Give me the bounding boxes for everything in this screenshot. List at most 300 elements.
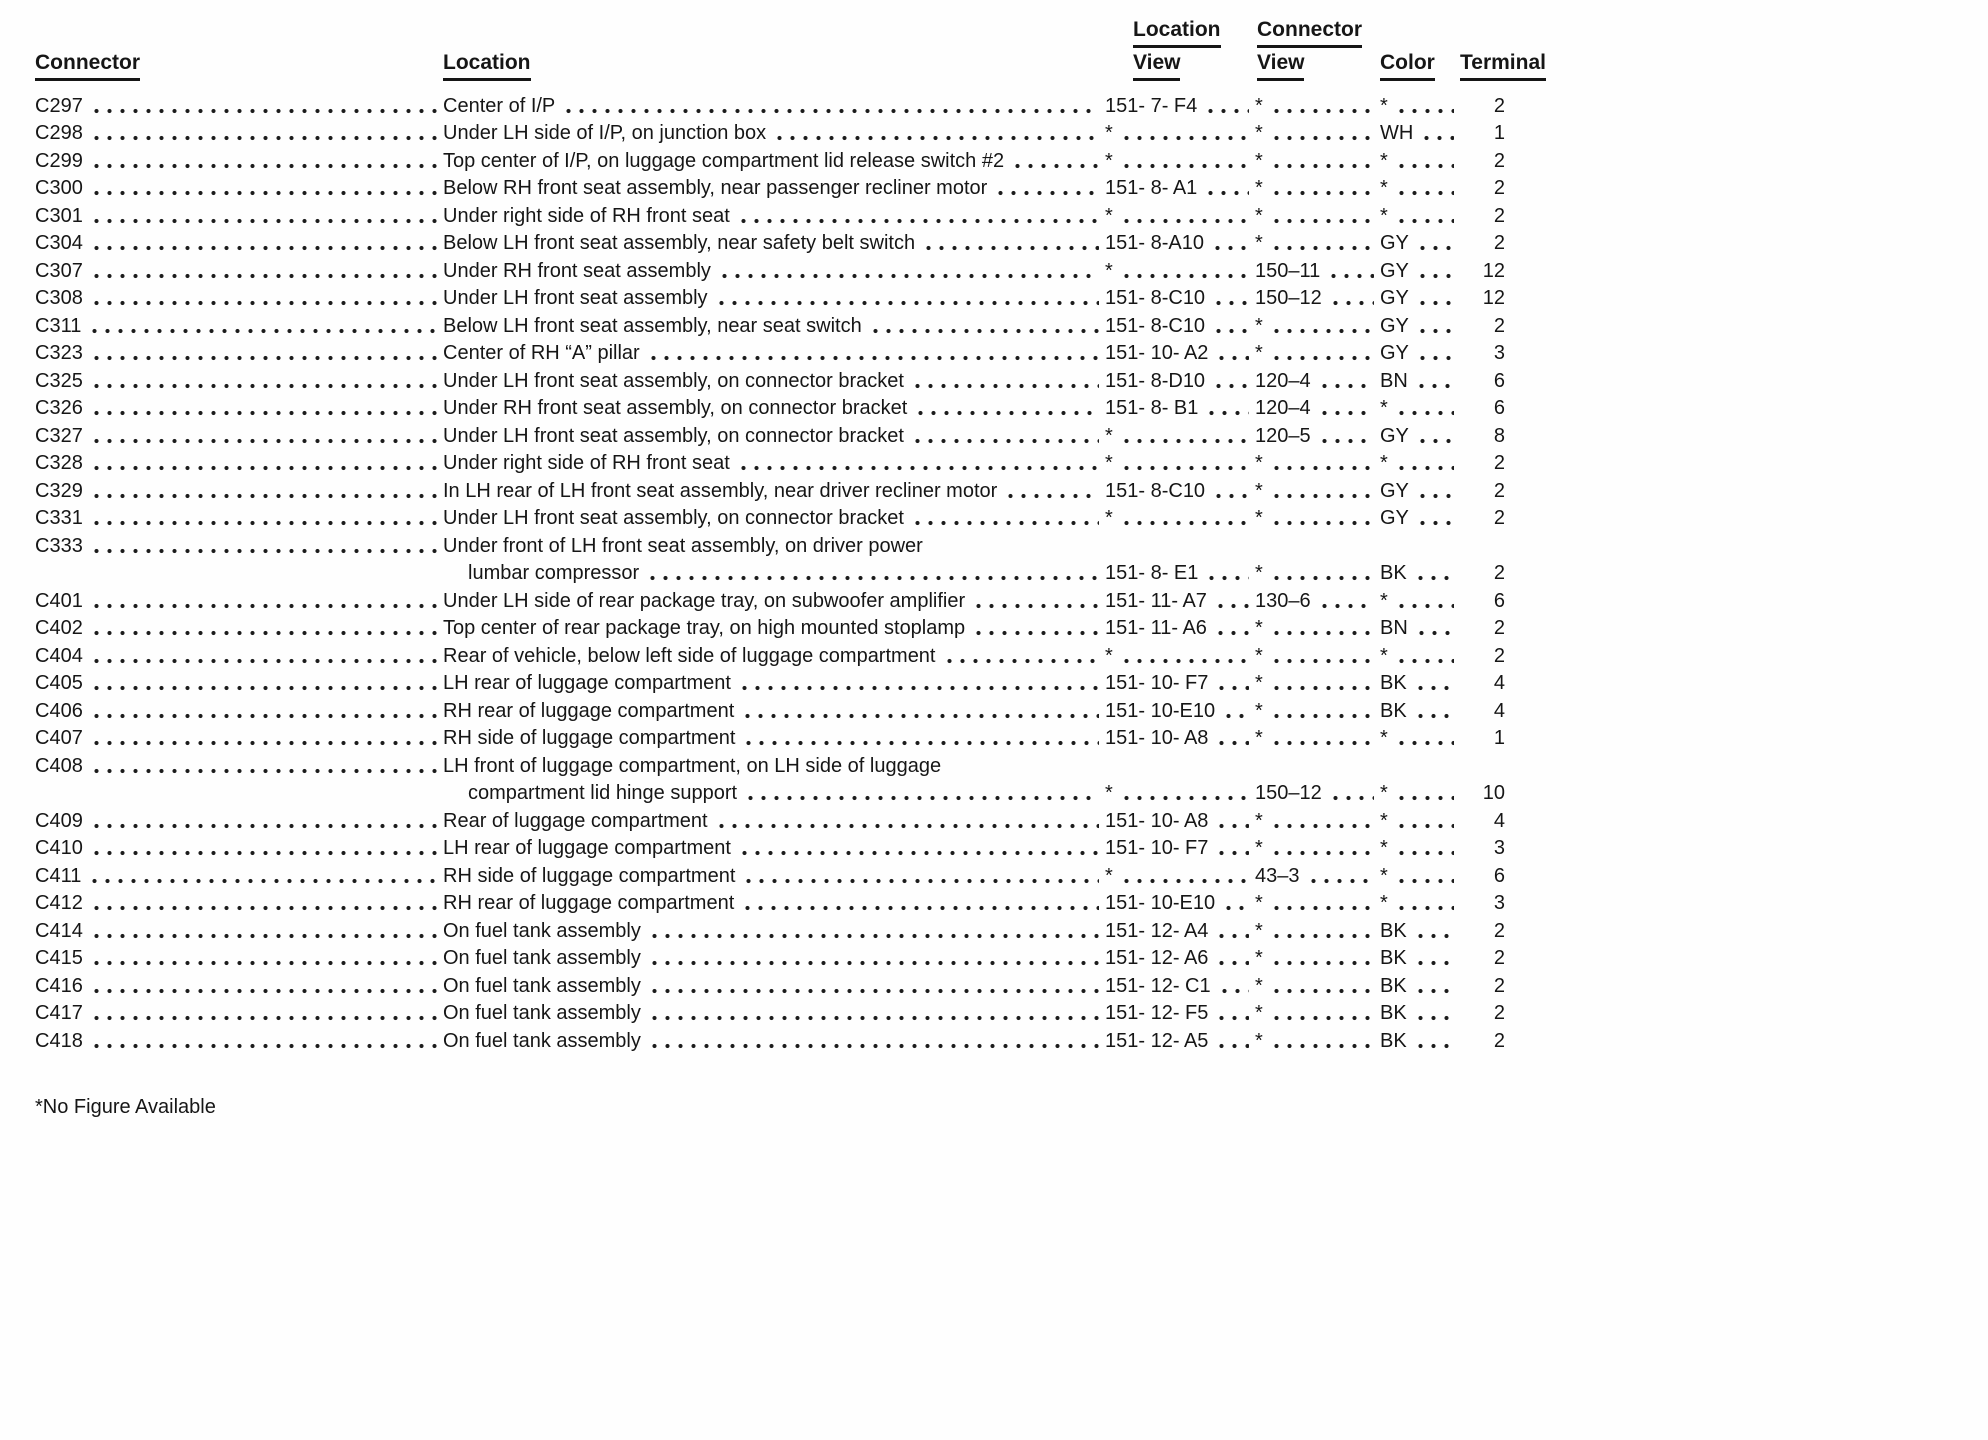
terminal-cell [1460,286,1547,311]
color-value-cell [1380,781,1460,806]
dot-leader [1327,273,1374,279]
dot-leader [741,713,1099,719]
connector-cell [35,94,443,119]
location-view-value-cell [1105,809,1255,834]
location-view-value-cell [1105,616,1255,641]
connector-id: C325 [35,369,83,392]
terminal-cell [1460,94,1547,119]
color-value-cell [1380,699,1460,724]
header-terminal: Terminal [1460,51,1546,81]
dot-leader [90,768,437,774]
location-cell [443,314,1105,339]
location-cell [443,919,1105,944]
terminal-value: 3 [1493,837,1505,859]
connector-id: C415 [35,947,83,969]
connector-id: C405 [35,672,83,694]
location-view-value-cell [1105,396,1255,421]
dot-leader [718,273,1099,279]
color-value-cell [1380,396,1460,421]
table-row [35,971,1547,999]
connector-view-value: 120–4 [1255,369,1311,392]
color-value: GY [1380,424,1409,447]
location-view-value: 151- 11- A6 [1105,617,1207,639]
terminal-cell [1460,259,1547,284]
dot-leader [1270,520,1374,526]
dot-leader [1120,438,1249,444]
dot-leader [90,850,437,856]
location-text: Top center of I/P, on luggage compartment lid release switch #2 [443,149,1005,172]
connector-cell [35,204,443,229]
location-cell [443,809,1105,834]
color-value: * [1380,94,1388,117]
dot-leader [88,328,437,334]
connector-id: C331 [35,507,83,529]
header-connector-cell [35,51,443,81]
terminal-value: 2 [1493,314,1505,337]
color-value-cell [1380,424,1460,449]
connector-id: C418 [35,1029,83,1052]
location-continued-cell [443,561,1105,586]
table-row [35,449,1547,477]
dot-leader [742,740,1099,746]
connector-view-value: * [1255,1029,1263,1052]
location-text: Under right side of RH front seat [443,452,730,474]
dot-leader [1120,465,1249,471]
location-text: lumbar compressor [468,562,640,584]
connector-id: C311 [35,314,82,337]
terminal-cell [1460,341,1547,366]
location-view-value: 151- 12- F5 [1105,1002,1209,1024]
table-row [35,394,1547,422]
location-view-value: 151- 10- A2 [1105,342,1209,364]
color-value: WH [1380,122,1414,144]
location-cell [443,451,1105,476]
connector-cell [35,726,443,751]
dot-leader [90,740,437,746]
dot-leader [1270,355,1374,361]
dot-leader [90,520,437,526]
connector-id: C323 [35,342,83,364]
dot-leader [90,438,437,444]
connector-id: C327 [35,424,83,447]
location-view-value-cell [1105,891,1255,916]
location-text: Below RH front seat assembly, near passenger recliner motor [443,177,988,199]
location-view-value: 151- 10- F7 [1105,837,1209,859]
location-cell [443,946,1105,971]
table-row [35,284,1547,312]
terminal-value: 2 [1493,94,1505,117]
color-value: * [1380,782,1388,804]
connector-cell [35,259,443,284]
dot-leader [1414,1015,1454,1021]
dot-leader [90,713,437,719]
location-view-value: 151- 8-C10 [1105,287,1206,309]
location-view-value-cell [1105,726,1255,751]
connector-id: C417 [35,1002,83,1024]
dot-leader [1414,713,1454,719]
dot-leader [1212,328,1249,334]
dot-leader [647,355,1099,361]
dot-leader [1416,355,1454,361]
dot-leader [869,328,1099,334]
location-text: Rear of luggage compartment [443,809,708,832]
dot-leader [715,823,1099,829]
terminal-value: 2 [1493,947,1505,969]
header-color: Color [1380,51,1435,81]
location-text: On fuel tank assembly [443,1002,641,1024]
connector-view-value-cell [1255,204,1380,229]
dot-leader [90,190,437,196]
location-text: Top center of rear package tray, on high mounted stoplamp [443,617,966,639]
location-cell [443,644,1105,669]
location-text: In LH rear of LH front seat assembly, near driver recliner motor [443,479,998,502]
dot-leader [994,190,1099,196]
connector-view-value-cell [1255,424,1380,449]
connector-view-value-cell [1255,561,1380,586]
connector-id: C406 [35,699,83,722]
dot-leader [742,878,1099,884]
dot-leader [1215,1043,1249,1049]
color-value-cell [1380,1001,1460,1026]
terminal-cell [1460,699,1547,724]
connector-cell [35,451,443,476]
terminal-value: 12 [1482,287,1505,309]
color-value-cell [1380,121,1460,146]
terminal-value: 2 [1493,617,1505,639]
color-value: BK [1380,1002,1407,1024]
dot-leader [773,135,1099,141]
location-view-value: * [1105,644,1113,667]
color-value-cell [1380,149,1460,174]
location-cell [443,396,1105,421]
location-view-value: 151- 12- C1 [1105,974,1211,997]
connector-cell [35,919,443,944]
dot-leader [1011,163,1099,169]
connector-cell [35,231,443,256]
dot-leader [90,603,437,609]
color-value-cell [1380,259,1460,284]
location-view-value-cell [1105,424,1255,449]
connector-id: C411 [35,864,82,887]
terminal-value: 12 [1482,259,1505,282]
location-cell [443,754,1547,779]
connector-cell [35,479,443,504]
location-cell [443,369,1105,394]
dot-leader [1270,685,1374,691]
table-row [35,916,1547,944]
table-row-continued [35,559,1547,587]
connector-view-value-cell [1255,451,1380,476]
dot-leader [1215,933,1249,939]
terminal-value: 2 [1493,149,1505,172]
connector-view-value-cell [1255,121,1380,146]
dot-leader [744,795,1099,801]
location-text: On fuel tank assembly [443,974,641,997]
location-cell [443,726,1105,751]
table-row [35,944,1547,972]
location-text: LH rear of luggage compartment [443,672,731,694]
color-value: * [1380,149,1388,172]
connector-id: C416 [35,974,83,997]
location-view-value: 151- 10-E10 [1105,699,1216,722]
connector-view-value: 150–12 [1255,287,1322,309]
connector-cell [35,671,443,696]
table-row [35,861,1547,889]
terminal-value: 2 [1493,1029,1505,1052]
connector-cell [35,149,443,174]
connector-cell [35,699,443,724]
terminal-cell [1460,919,1547,944]
table-row [35,201,1547,229]
dot-leader [1270,658,1374,664]
terminal-cell [1460,726,1547,751]
connector-view-value-cell [1255,946,1380,971]
dot-leader [1120,795,1249,801]
dot-leader [1414,575,1454,581]
dot-leader [1318,410,1374,416]
dot-leader [1120,658,1249,664]
dot-leader [1214,630,1249,636]
terminal-value: 8 [1493,424,1505,447]
dot-leader [1120,218,1249,224]
location-cell [443,149,1105,174]
location-text: Under front of LH front seat assembly, on driver power [443,534,923,557]
terminal-value: 2 [1493,974,1505,997]
dot-leader [972,630,1099,636]
location-view-value-cell [1105,946,1255,971]
table-row [35,91,1547,119]
terminal-value: 2 [1493,232,1505,254]
connector-view-value-cell [1255,259,1380,284]
dot-leader [1395,878,1454,884]
terminal-cell [1460,891,1547,916]
dot-leader [1222,905,1249,911]
dot-leader [648,1043,1099,1049]
dot-leader [1415,630,1454,636]
location-cell [443,424,1105,449]
dot-leader [1395,603,1454,609]
dot-leader [1270,163,1374,169]
color-value-cell [1380,341,1460,366]
location-view-value: * [1105,259,1113,282]
dot-leader [90,823,437,829]
connector-cell [35,589,443,614]
table-row [35,504,1547,532]
connector-view-value-cell [1255,479,1380,504]
connector-view-value-cell [1255,1029,1380,1054]
dot-leader [914,410,1099,416]
dot-leader [1222,713,1249,719]
location-view-value-cell [1105,94,1255,119]
connector-cell [35,974,443,999]
dot-leader [737,465,1099,471]
dot-leader [922,245,1099,251]
dot-leader [1204,108,1249,114]
dot-leader [90,465,437,471]
connector-view-value: * [1255,507,1263,529]
terminal-cell [1460,974,1547,999]
connector-view-value-cell [1255,231,1380,256]
dot-leader [1414,988,1454,994]
color-value: BK [1380,974,1407,997]
connector-id: C414 [35,919,83,942]
connector-id: C409 [35,809,83,832]
location-text: LH rear of luggage compartment [443,837,731,859]
color-value-cell [1380,1029,1460,1054]
dot-leader [1270,218,1374,224]
connector-cell [35,616,443,641]
location-cell [443,864,1105,889]
location-cell [443,1029,1105,1054]
color-value-cell [1380,479,1460,504]
table-row [35,669,1547,697]
dot-leader [943,658,1100,664]
location-cell [443,836,1105,861]
dot-leader [1270,850,1374,856]
dot-leader [648,960,1099,966]
connector-view-value: * [1255,342,1263,364]
terminal-cell [1460,314,1547,339]
location-view-value: 151- 8- E1 [1105,562,1199,584]
location-view-value-cell [1105,974,1255,999]
dot-leader [1414,685,1454,691]
dot-leader [1395,218,1454,224]
terminal-value: 1 [1493,122,1505,144]
terminal-value: 4 [1493,699,1505,722]
dot-leader [1415,383,1454,389]
connector-cell [35,506,443,531]
dot-leader [1215,740,1249,746]
dot-leader [737,218,1099,224]
location-text: Under LH front seat assembly, on connector bracket [443,507,904,529]
dot-leader [1318,603,1374,609]
location-view-value-cell [1105,781,1255,806]
connector-cell [35,1001,443,1026]
connector-view-value: * [1255,122,1263,144]
color-value-cell [1380,836,1460,861]
dot-leader [648,933,1099,939]
dot-leader [1270,135,1374,141]
location-text: On fuel tank assembly [443,947,641,969]
dot-leader [1416,493,1454,499]
location-text: On fuel tank assembly [443,1029,641,1052]
connector-id: C304 [35,232,83,254]
location-view-value-cell [1105,864,1255,889]
table-row [35,1026,1547,1054]
color-value-cell [1380,864,1460,889]
connector-view-value: 43–3 [1255,864,1300,887]
location-view-value-cell [1105,1029,1255,1054]
location-cell [443,341,1105,366]
location-text: RH rear of luggage compartment [443,699,735,722]
table-row [35,586,1547,614]
connector-view-value: * [1255,479,1263,502]
connector-view-value-cell [1255,149,1380,174]
terminal-cell [1460,176,1547,201]
dot-leader [1414,1043,1454,1049]
connector-id: C301 [35,204,83,227]
connector-view-value-cell [1255,974,1380,999]
terminal-cell [1460,1001,1547,1026]
location-cell [443,1001,1105,1026]
color-value: * [1380,809,1388,832]
location-text: Under RH front seat assembly [443,259,711,282]
connector-id: C402 [35,617,83,639]
connector-view-value: * [1255,314,1263,337]
dot-leader [1205,410,1249,416]
terminal-cell [1460,204,1547,229]
color-value: GY [1380,507,1409,529]
connector-cell [35,341,443,366]
terminal-cell [1460,946,1547,971]
connector-view-value: * [1255,947,1263,969]
location-view-value-cell [1105,589,1255,614]
table-row [35,311,1547,339]
dot-leader [1270,493,1374,499]
location-text: Under LH side of I/P, on junction box [443,122,767,144]
connector-cell [35,396,443,421]
dot-leader [1329,300,1374,306]
location-cell [443,671,1105,696]
connector-view-value-cell [1255,1001,1380,1026]
dot-leader [1270,740,1374,746]
connector-view-value: * [1255,232,1263,254]
terminal-value: 2 [1493,177,1505,199]
connector-cell [35,369,443,394]
color-value-cell [1380,946,1460,971]
dot-leader [90,1015,437,1021]
dot-leader [911,438,1099,444]
connector-view-value: * [1255,204,1263,227]
color-value-cell [1380,204,1460,229]
connector-view-value: * [1255,1002,1263,1024]
table-row [35,696,1547,724]
dot-leader [1270,630,1374,636]
terminal-value: 6 [1493,369,1505,392]
dot-leader [1318,438,1374,444]
location-cell [443,259,1105,284]
terminal-cell [1460,424,1547,449]
connector-view-value: 150–11 [1255,259,1321,282]
dot-leader [1395,163,1454,169]
dot-leader [90,988,437,994]
dot-leader [1395,740,1454,746]
dot-leader [1329,795,1374,801]
location-view-value-cell [1105,369,1255,394]
dot-leader [648,1015,1099,1021]
connector-view-value-cell [1255,891,1380,916]
connector-id: C401 [35,589,83,612]
connector-view-value-cell [1255,341,1380,366]
color-value: GY [1380,232,1409,254]
connector-id: C326 [35,397,83,419]
terminal-cell [1460,479,1547,504]
location-view-value: * [1105,149,1113,172]
dot-leader [1270,905,1374,911]
color-value-cell [1380,671,1460,696]
dot-leader [90,905,437,911]
dot-leader [972,603,1099,609]
location-cell [443,616,1105,641]
connector-view-value-cell [1255,506,1380,531]
location-text: Center of RH “A” pillar [443,342,640,364]
terminal-value: 2 [1493,1002,1505,1024]
connector-view-value: * [1255,644,1263,667]
connector-view-value: * [1255,727,1263,749]
header-location-view-line1: Location [1133,18,1221,48]
dot-leader [1215,685,1249,691]
location-cell [443,94,1105,119]
